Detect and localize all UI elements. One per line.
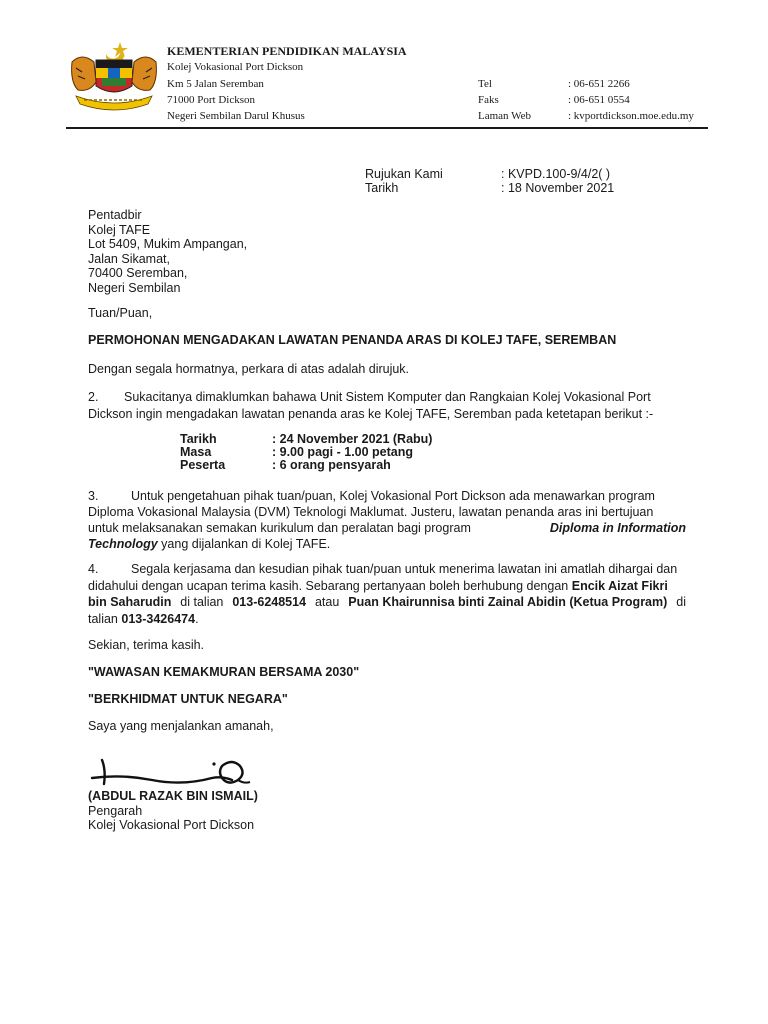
malaysia-coat-of-arms-logo — [66, 40, 162, 114]
paragraph-3 — [88, 489, 686, 552]
letterhead-divider — [66, 127, 708, 129]
recipient-line: Kolej TAFE — [88, 222, 151, 237]
recipient-line: 70400 Seremban, — [88, 266, 188, 280]
signatory-name: (ABDUL RAZAK BIN ISMAIL) — [88, 789, 258, 803]
paragraph-line — [88, 595, 686, 610]
contact-value-fax: : 06-651 0554 — [568, 94, 630, 106]
paragraph-text: Segala kerjasama dan kesudian pihak tuan/puan untuk menerima lawatan ini amatlah dihargai dan — [131, 562, 678, 576]
schedule-value: : 6 orang pensyarah — [272, 458, 391, 472]
schedule-label: Tarikh — [180, 432, 217, 446]
paragraph-text: atau — [314, 595, 340, 609]
paragraph-number: 3. — [88, 489, 99, 503]
paragraph-line — [88, 579, 686, 594]
ref-value-rujukan: : KVPD.100-9/4/2( ) — [501, 167, 611, 181]
paragraph-number: 2. — [88, 390, 99, 404]
contact-name: Encik Aizat Fikri — [571, 578, 668, 593]
salutation: Tuan/Puan, — [88, 306, 153, 320]
address-line: Negeri Sembilan Darul Khusus — [167, 110, 305, 122]
college-name: Kolej Vokasional Port Dickson — [167, 61, 304, 73]
contact-label-web: Laman Web — [478, 110, 531, 122]
address-line: Km 5 Jalan Seremban — [167, 78, 264, 90]
handwritten-signature — [72, 752, 272, 792]
paragraph-text: . — [195, 611, 199, 626]
paragraph-text: di — [676, 595, 686, 609]
ref-label-tarikh: Tarikh — [365, 181, 399, 195]
paragraph-2 — [88, 390, 686, 421]
address-line: 71000 Port Dickson — [167, 94, 255, 106]
schedule-label: Masa — [180, 445, 212, 459]
contact-value-web: : kvportdickson.moe.edu.my — [568, 110, 694, 122]
paragraph-text: untuk melaksanakan semakan kurikulum dan peralatan bagi program — [88, 521, 471, 535]
paragraph-text: Dickson ingin mengadakan lawatan penanda aras ke Kolej TAFE, Seremban pada ketetapan berikut :- — [88, 406, 654, 421]
program-name: Diploma in Information — [549, 521, 686, 535]
subject-heading: PERMOHONAN MENGADAKAN LAWATAN PENANDA ARAS DI KOLEJ TAFE, SEREMBAN — [88, 333, 617, 347]
contact-phone: 013-3426474 — [121, 611, 196, 626]
contact-name: Puan Khairunnisa binti Zainal Abidin (Ketua Program) — [348, 595, 668, 609]
paragraph-text: Sukacitanya dimaklumkan bahawa Unit Sistem Komputer dan Rangkaian Kolej Vokasional Port — [124, 390, 651, 404]
contact-label-fax: Faks — [478, 94, 499, 106]
motto-wawasan: "WAWASAN KEMAKMURAN BERSAMA 2030" — [88, 665, 360, 679]
contact-value-tel: : 06-651 2266 — [568, 78, 630, 90]
schedule-row — [180, 459, 432, 472]
ref-value-tarikh: : 18 November 2021 — [501, 181, 615, 195]
recipient-line: Lot 5409, Mukim Ampangan, — [88, 237, 248, 251]
contact-name: bin Saharudin — [88, 595, 172, 609]
schedule-value: : 24 November 2021 (Rabu) — [272, 432, 433, 446]
visit-schedule — [180, 433, 432, 472]
paragraph-line — [88, 612, 686, 627]
opening-paragraph: Dengan segala hormatnya, perkara di atas adalah dirujuk. — [88, 362, 410, 376]
ministry-name: KEMENTERIAN PENDIDIKAN MALAYSIA — [167, 44, 407, 58]
paragraph-number: 4. — [88, 562, 99, 576]
closing-line: Sekian, terima kasih. — [88, 638, 205, 652]
schedule-label: Peserta — [180, 458, 226, 472]
motto-berkhidmat: "BERKHIDMAT UNTUK NEGARA" — [88, 692, 288, 706]
paragraph-text: talian — [88, 611, 118, 626]
paragraph-line — [88, 521, 686, 536]
ref-label-rujukan: Rujukan Kami — [365, 167, 443, 181]
paragraph-text: didahului dengan ucapan terima kasih. Sebarang pertanyaan boleh berhubung dengan — [88, 578, 569, 593]
program-name: Technology — [88, 537, 158, 551]
signatory-org: Kolej Vokasional Port Dickson — [88, 818, 255, 832]
recipient-address — [88, 208, 247, 295]
contact-phone: 013-6248514 — [232, 595, 307, 609]
paragraph-text: Untuk pengetahuan pihak tuan/puan, Kolej Vokasional Port Dickson ada menawarkan program — [131, 489, 655, 503]
paragraph-line — [88, 537, 686, 552]
paragraph-text: di talian — [180, 595, 224, 609]
recipient-line: Negeri Sembilan — [88, 280, 181, 295]
paragraph-4 — [88, 562, 686, 626]
contact-label-tel: Tel — [478, 78, 492, 90]
paragraph-text: Diploma Vokasional Malaysia (DVM) Teknologi Maklumat. Justeru, lawatan penanda aras ini bertujuan — [88, 505, 654, 519]
trust-line: Saya yang menjalankan amanah, — [88, 719, 274, 733]
recipient-line: Jalan Sikamat, — [88, 251, 170, 266]
schedule-value: : 9.00 pagi - 1.00 petang — [272, 445, 414, 459]
signatory-title: Pengarah — [88, 804, 143, 818]
paragraph-text: yang dijalankan di Kolej TAFE. — [161, 537, 331, 551]
recipient-line: Pentadbir — [88, 208, 142, 222]
